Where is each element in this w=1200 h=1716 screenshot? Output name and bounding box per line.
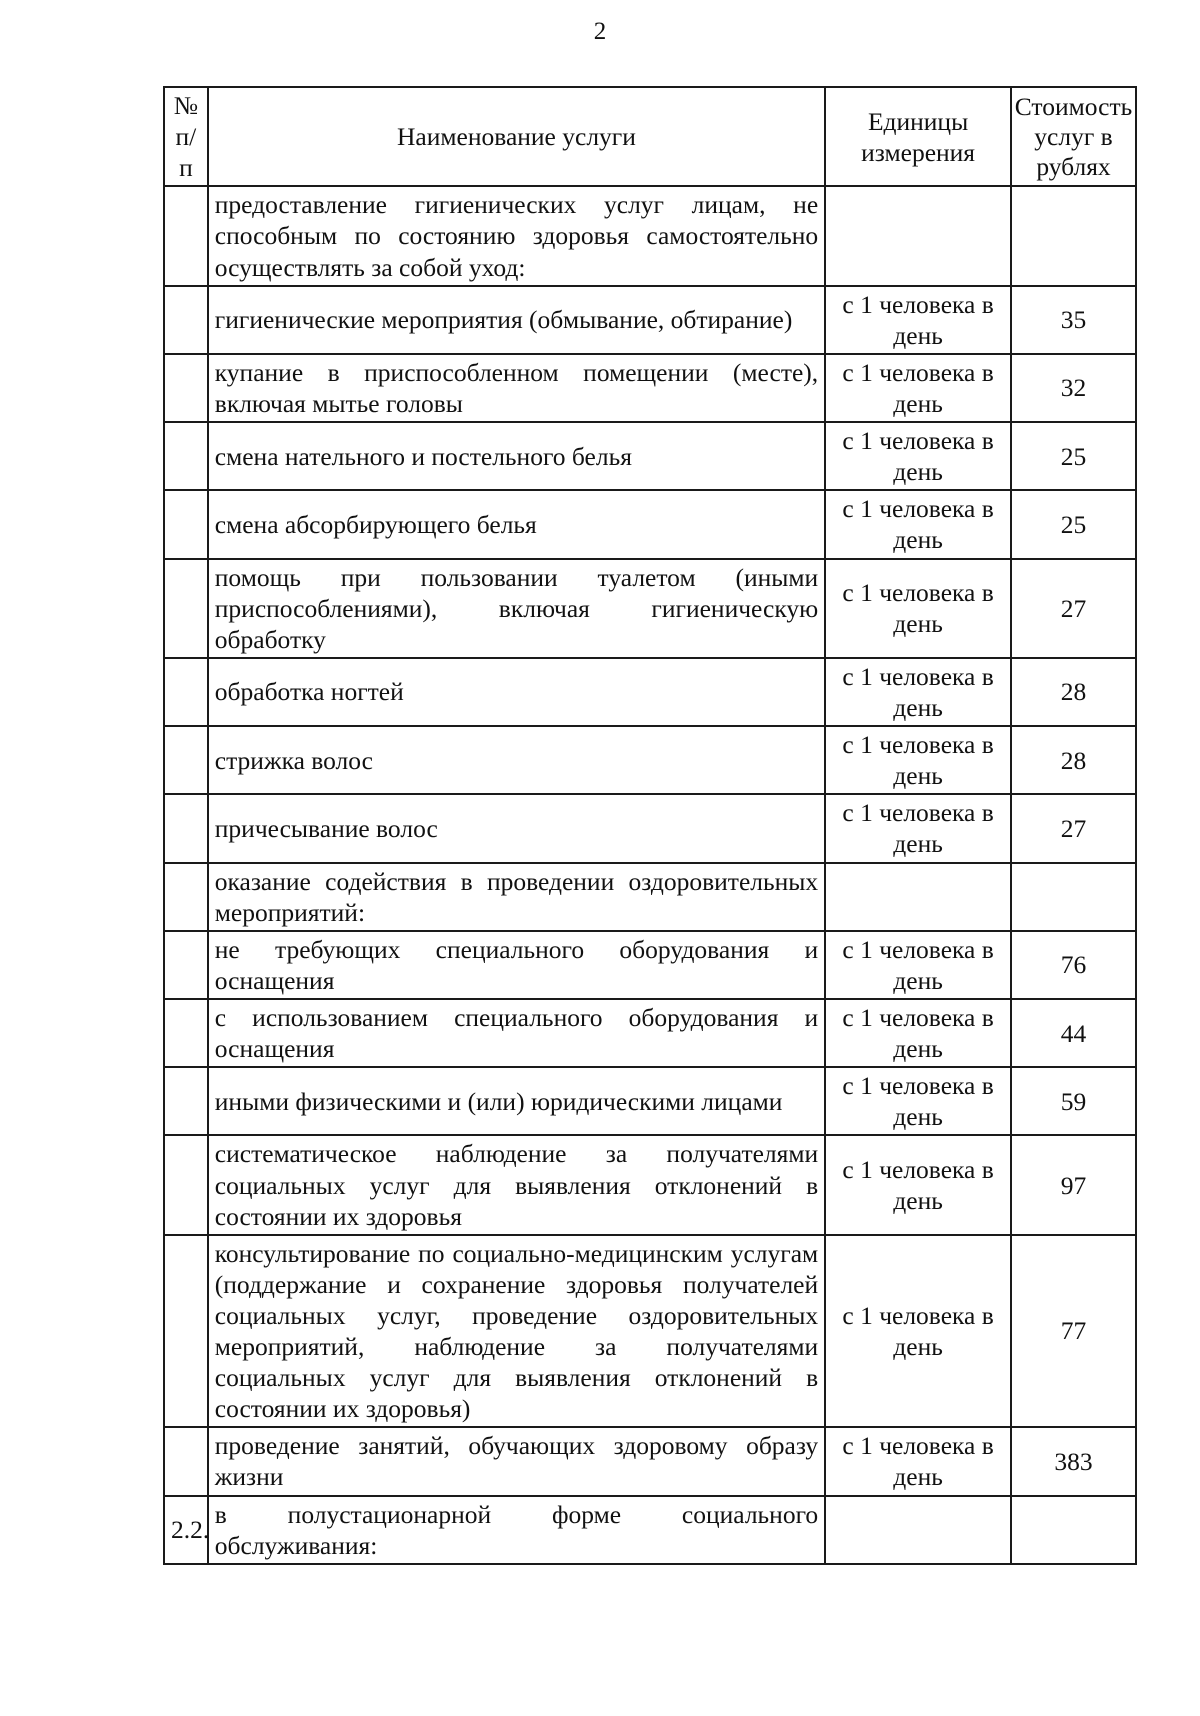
service-cost: [1011, 186, 1136, 285]
service-name: причесывание волос: [208, 794, 825, 862]
service-name: смена абсорбирующего белья: [208, 490, 825, 558]
service-name: гигиенические мероприятия (обмывание, обтирание): [208, 286, 825, 354]
service-unit: [825, 863, 1011, 931]
service-cost: 44: [1011, 999, 1136, 1067]
row-number: [164, 1135, 208, 1234]
table-row: [164, 422, 1136, 490]
row-number: [164, 490, 208, 558]
service-name: систематическое наблюдение за получателями социальных услуг для выявления отклонений в состоянии их здоровья: [208, 1135, 825, 1234]
service-unit: с 1 человека в день: [825, 999, 1011, 1067]
page-number: 2: [593, 18, 607, 45]
table-row: [164, 1427, 1136, 1495]
service-name: стрижка волос: [208, 726, 825, 794]
row-number: [164, 1235, 208, 1428]
service-unit: с 1 человека в день: [825, 354, 1011, 422]
service-cost: 27: [1011, 559, 1136, 658]
header-cost: Стоимость услуг в рублях: [1011, 87, 1136, 186]
table-row: [164, 286, 1136, 354]
row-number: 2.2.: [164, 1496, 208, 1564]
table-row: [164, 490, 1136, 558]
row-number: [164, 186, 208, 285]
service-name: с использованием специального оборудования и оснащения: [208, 999, 825, 1067]
service-unit: с 1 человека в день: [825, 1235, 1011, 1428]
row-number: [164, 286, 208, 354]
service-cost: 25: [1011, 422, 1136, 490]
service-name: обработка ногтей: [208, 658, 825, 726]
service-price-table: [163, 86, 1137, 1565]
service-cost: [1011, 1496, 1136, 1564]
table-row: [164, 1067, 1136, 1135]
table-row: [164, 931, 1136, 999]
row-number: [164, 1067, 208, 1135]
service-cost: [1011, 863, 1136, 931]
row-number: [164, 559, 208, 658]
service-unit: [825, 1496, 1011, 1564]
table-row: [164, 354, 1136, 422]
service-cost: 25: [1011, 490, 1136, 558]
header-service-name: Наименование услуги: [208, 87, 825, 186]
service-unit: с 1 человека в день: [825, 559, 1011, 658]
table-row: [164, 1496, 1136, 1564]
service-cost: 76: [1011, 931, 1136, 999]
service-cost: 59: [1011, 1067, 1136, 1135]
service-cost: 28: [1011, 658, 1136, 726]
service-unit: с 1 человека в день: [825, 726, 1011, 794]
service-cost: 35: [1011, 286, 1136, 354]
service-unit: [825, 186, 1011, 285]
table-header-row: [164, 87, 1136, 186]
service-cost: 383: [1011, 1427, 1136, 1495]
service-name: оказание содействия в проведении оздоровительных мероприятий:: [208, 863, 825, 931]
table-row: [164, 658, 1136, 726]
table-row: [164, 863, 1136, 931]
table-row: [164, 186, 1136, 285]
table-row: [164, 794, 1136, 862]
service-unit: с 1 человека в день: [825, 490, 1011, 558]
service-cost: 77: [1011, 1235, 1136, 1428]
row-number: [164, 658, 208, 726]
service-cost: 28: [1011, 726, 1136, 794]
service-cost: 32: [1011, 354, 1136, 422]
table-row: [164, 1235, 1136, 1428]
service-name: помощь при пользовании туалетом (иными приспособлениями), включая гигиеническую обработку: [208, 559, 825, 658]
header-unit: Единицы измерения: [825, 87, 1011, 186]
service-unit: с 1 человека в день: [825, 422, 1011, 490]
service-unit: с 1 человека в день: [825, 286, 1011, 354]
table-row: [164, 726, 1136, 794]
row-number: [164, 794, 208, 862]
table-row: [164, 559, 1136, 658]
header-number: № п/п: [164, 87, 208, 186]
row-number: [164, 999, 208, 1067]
table-row: [164, 999, 1136, 1067]
service-unit: с 1 человека в день: [825, 1135, 1011, 1234]
row-number: [164, 422, 208, 490]
service-name: предоставление гигиенических услуг лицам, не способным по состоянию здоровья самостоятельно осуществлять за собой уход:: [208, 186, 825, 285]
table-body: [164, 186, 1136, 1563]
service-name: проведение занятий, обучающих здоровому образу жизни: [208, 1427, 825, 1495]
service-name: купание в приспособленном помещении (месте), включая мытье головы: [208, 354, 825, 422]
service-cost: 97: [1011, 1135, 1136, 1234]
row-number: [164, 354, 208, 422]
service-name: в полустационарной форме социального обслуживания:: [208, 1496, 825, 1564]
service-cost: 27: [1011, 794, 1136, 862]
table-row: [164, 1135, 1136, 1234]
service-unit: с 1 человека в день: [825, 1067, 1011, 1135]
service-name: иными физическими и (или) юридическими лицами: [208, 1067, 825, 1135]
row-number: [164, 1427, 208, 1495]
service-name: смена нательного и постельного белья: [208, 422, 825, 490]
service-unit: с 1 человека в день: [825, 658, 1011, 726]
service-unit: с 1 человека в день: [825, 931, 1011, 999]
row-number: [164, 931, 208, 999]
service-unit: с 1 человека в день: [825, 794, 1011, 862]
row-number: [164, 863, 208, 931]
service-name: консультирование по социально-медицинским услугам (поддержание и сохранение здоровья получателей социальных услуг, проведение оздоровительных мероприятий, наблюдение за получателями социальных услуг для выявления отклонений в состоянии их здоровья): [208, 1235, 825, 1428]
service-name: не требующих специального оборудования и оснащения: [208, 931, 825, 999]
service-unit: с 1 человека в день: [825, 1427, 1011, 1495]
row-number: [164, 726, 208, 794]
